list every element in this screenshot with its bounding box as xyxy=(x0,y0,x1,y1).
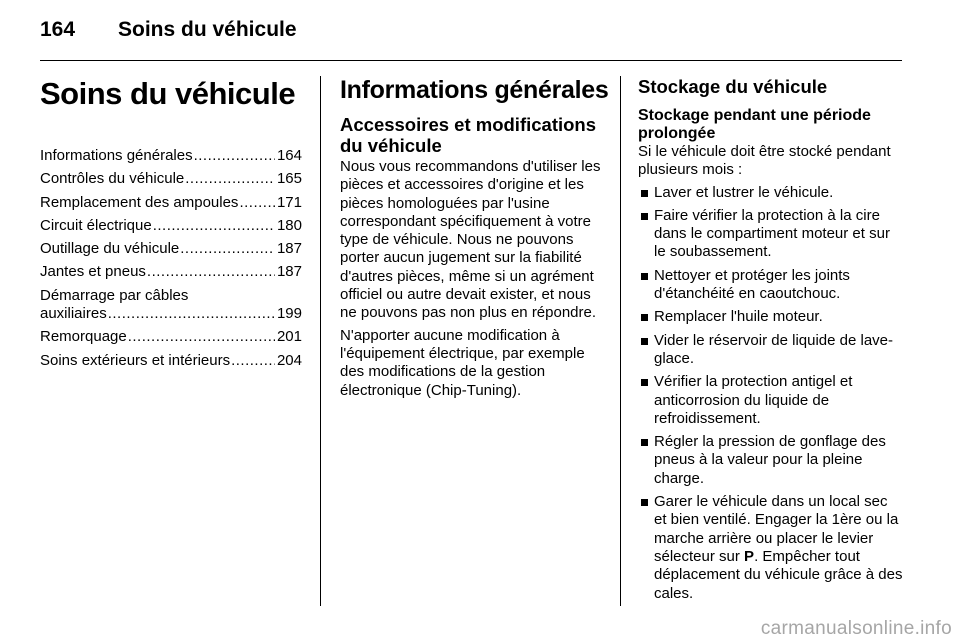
toc-page: 199 xyxy=(276,305,302,323)
list-item xyxy=(638,308,904,326)
toc-page: 180 xyxy=(276,216,302,234)
toc-page: 187 xyxy=(276,263,302,281)
bullet-square-icon xyxy=(641,314,648,321)
toc-entry[interactable] xyxy=(40,217,302,235)
list-item xyxy=(638,433,904,488)
toc-label-line1: Démarrage par câbles xyxy=(40,286,189,304)
chapter-column xyxy=(40,76,302,375)
toc-label: Circuit électrique xyxy=(40,216,152,234)
list-item xyxy=(638,332,904,369)
list-item xyxy=(638,184,904,202)
subsection-title: Stockage pendant une période prolongée xyxy=(638,107,871,142)
paragraph: Nous vous recommandons d'utiliser les pièces et accessoires d'origine et les pièces homologuées par l'usine correspondant spécifiquement à votre type de véhicule. Nous ne pouvons porter aucun jugement sur la fiabilité d'autres pièces, même si un agrément officiel ou autre devait exister, et nous ne pouvons pas non plus en répondre. xyxy=(340,158,601,322)
toc-entry[interactable] xyxy=(40,194,302,212)
intro-paragraph: Si le véhicule doit être stocké pendant plusieurs mois : xyxy=(638,143,891,179)
paragraph: N'apporter aucune modification à l'équipement électrique, par exemple des modifications de la gestion électronique (Chip-Tuning). xyxy=(340,326,585,399)
toc-leader xyxy=(194,147,275,165)
toc-leader xyxy=(108,305,275,323)
toc-entry[interactable] xyxy=(40,352,302,370)
header-divider xyxy=(40,60,902,61)
bullet-square-icon xyxy=(641,338,648,345)
toc-label: Soins extérieurs et intérieurs xyxy=(40,351,231,369)
storage-column xyxy=(638,76,904,608)
gear-position-label: P xyxy=(744,547,755,565)
list-item-text-end: . Empêcher tout déplacement du véhicule grâce à des cales. xyxy=(654,547,903,602)
list-item-text: Vérifier la protection antigel et anticorrosion du liquide de refroidissement. xyxy=(654,373,853,427)
list-item xyxy=(638,267,904,304)
toc-label: Remplacement des ampoules xyxy=(40,193,239,211)
list-item-text: Laver et lustrer le véhicule. xyxy=(654,183,834,201)
list-item-text: Nettoyer et protéger les joints d'étanchéité en caoutchouc. xyxy=(654,266,850,303)
toc-page: 164 xyxy=(276,147,302,164)
toc-page: 201 xyxy=(276,328,302,346)
toc-leader xyxy=(147,263,275,281)
list-item-text: Faire vérifier la protection à la cire dans le compartiment moteur et sur le soubassement. xyxy=(654,206,890,261)
list-item-text: Vider le réservoir de liquide de lave-glace. xyxy=(654,331,894,367)
toc-entry[interactable] xyxy=(40,328,302,346)
bullet-square-icon xyxy=(641,499,648,506)
subsection-title: Accessoires et modifications du véhicule xyxy=(340,114,597,156)
toc-page: 171 xyxy=(276,193,302,211)
toc-leader xyxy=(239,194,275,212)
list-item-text-start: Garer le véhicule dans un local sec et bien ventilé. Engager la 1ère ou la marche arrière ou placer le levier sélecteur sur xyxy=(654,493,899,565)
running-title: Soins du véhicule xyxy=(118,18,297,41)
column-divider-1 xyxy=(320,76,321,606)
watermark: carmanualsonline.info xyxy=(760,618,952,639)
bullet-square-icon xyxy=(641,190,648,197)
toc-label: Remorquage xyxy=(40,328,127,346)
toc-label: Informations générales xyxy=(40,147,193,164)
storage-checklist xyxy=(638,184,904,603)
toc-entry[interactable] xyxy=(40,263,302,281)
bullet-square-icon xyxy=(641,213,648,220)
toc-label-line2: auxiliaires xyxy=(40,305,107,323)
bullet-square-icon xyxy=(641,273,648,280)
bullet-square-icon xyxy=(641,379,648,386)
section-title: Informations générales xyxy=(340,76,609,104)
toc-leader xyxy=(231,352,275,370)
toc-leader xyxy=(180,240,275,258)
toc-page: 187 xyxy=(276,240,302,258)
toc-page: 204 xyxy=(276,351,302,369)
toc-page: 165 xyxy=(276,170,302,188)
toc-label: Contrôles du véhicule xyxy=(40,170,185,188)
general-info-column xyxy=(340,76,609,404)
toc-leader xyxy=(153,217,275,235)
toc-leader xyxy=(185,170,275,188)
chapter-title: Soins du véhicule xyxy=(40,76,296,111)
toc-label: Jantes et pneus xyxy=(40,263,146,281)
bullet-square-icon xyxy=(641,439,648,446)
list-item xyxy=(638,373,904,428)
section-title: Stockage du véhicule xyxy=(638,76,828,97)
toc-entry[interactable] xyxy=(40,240,302,258)
toc-entry[interactable] xyxy=(40,287,302,324)
toc-leader xyxy=(128,328,275,346)
list-item-text: Remplacer l'huile moteur. xyxy=(654,308,823,326)
column-divider-2 xyxy=(620,76,621,606)
list-item xyxy=(638,493,904,603)
toc-entry[interactable] xyxy=(40,170,302,188)
toc-label: Outillage du véhicule xyxy=(40,240,180,258)
toc-entry[interactable] xyxy=(40,147,302,165)
table-of-contents xyxy=(40,147,302,370)
page-number: 164 xyxy=(40,18,76,41)
list-item-text: Régler la pression de gonflage des pneus à la valeur pour la pleine charge. xyxy=(654,433,886,487)
list-item xyxy=(638,207,904,262)
